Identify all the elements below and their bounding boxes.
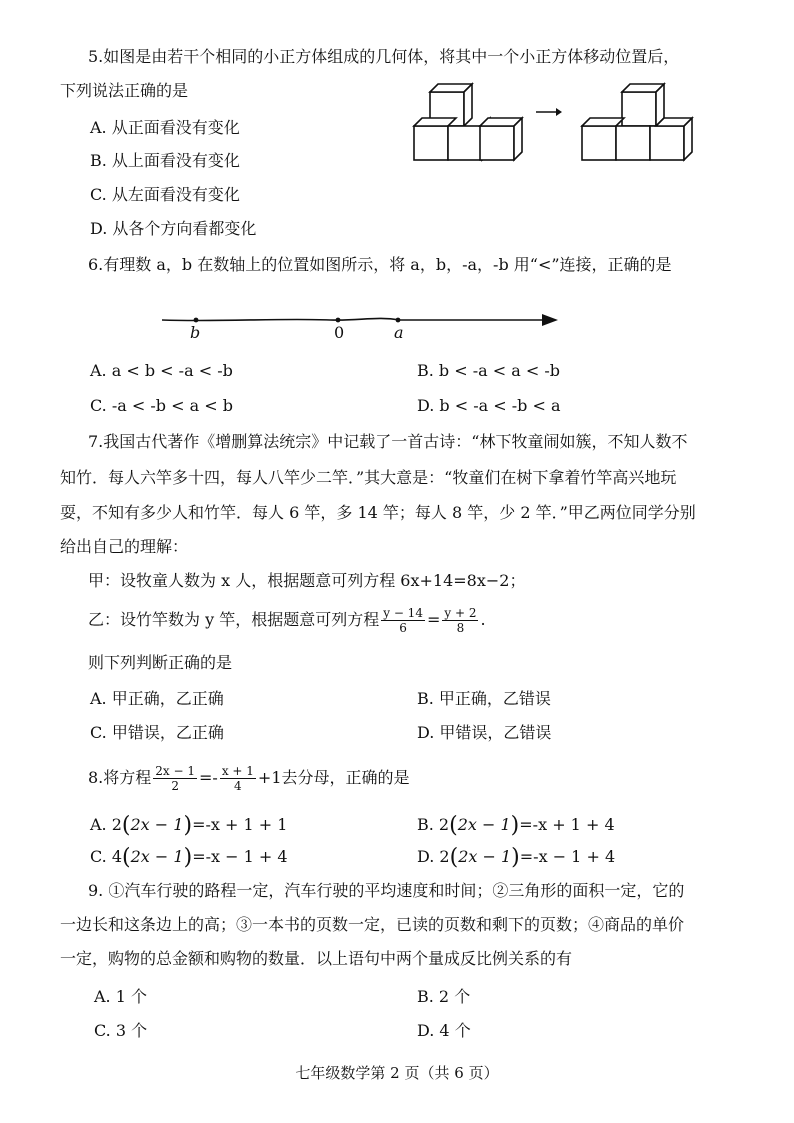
q8-option-b-rest: =-x + 1 + 4	[519, 815, 615, 834]
axis-label-a: a	[394, 323, 404, 342]
q9-option-d: D. 4 个	[417, 1021, 471, 1040]
q8-frac1-num: 2x − 1	[155, 764, 196, 778]
q5-option-a: A. 从正面看没有变化	[90, 118, 240, 137]
q8-frac2-den: 4	[234, 779, 242, 793]
q8-option-b	[417, 814, 615, 837]
paren-left: (	[122, 845, 131, 870]
q8-option-d-inner: 2x − 1	[458, 847, 512, 866]
q7-yi-fraction-1	[381, 606, 425, 635]
q7-yi-end: .	[480, 610, 486, 629]
q7-line4: 给出自己的理解：	[60, 537, 189, 556]
paren-right: )	[510, 813, 520, 838]
q8-option-d	[417, 846, 615, 869]
q8-stem	[88, 764, 410, 793]
q7-option-c: C. 甲错误，乙正确	[90, 723, 224, 742]
axis-label-b: b	[190, 323, 201, 342]
cube-figure-before	[410, 82, 530, 167]
cube-figure-after	[578, 82, 708, 167]
q7-option-d: D. 甲错误，乙错误	[417, 723, 552, 742]
paren-left: (	[121, 813, 131, 838]
paren-left: (	[449, 813, 458, 838]
q8-option-c-inner: 2x − 1	[130, 847, 184, 866]
q8-frac1-den: 2	[171, 779, 179, 793]
q7-jia: 甲：设牧童人数为 x 人，根据题意可列方程 6x+14=8x−2；	[88, 571, 526, 590]
paren-right: )	[511, 845, 520, 870]
q7-line3: 耍，不知有多少人和竹竿．每人 6 竿，多 14 竿；每人 8 竿，少 2 竿．”甲乙两位同学分别	[60, 503, 696, 522]
q5-option-b: B. 从上面看没有变化	[90, 151, 240, 170]
q7-line2: 知竹．每人六竿多十四，每人八竿少二竿．”其大意是：“牧童们在树下拿着竹竿高兴地玩	[60, 468, 677, 487]
q6-option-c: C. -a < -b < a < b	[90, 396, 233, 415]
q5-stem-line1: 5.如图是由若干个相同的小正方体组成的几何体，将其中一个小正方体移动位置后，	[88, 47, 680, 66]
q5-stem-line2: 下列说法正确的是	[60, 81, 189, 100]
paren-left: (	[449, 845, 459, 870]
q8-option-a-label: A. 2	[90, 815, 122, 834]
q9-line2: 一边长和这条边上的高；③一本书的页数一定，已读的页数和剩下的页数；④商品的单价	[60, 915, 685, 934]
q7-yi	[88, 606, 486, 635]
q6-option-a: A. a < b < -a < -b	[90, 361, 233, 380]
q8-option-c	[90, 846, 288, 869]
q8-fraction-2	[220, 764, 256, 793]
q7-yi-frac1-num: y − 14	[383, 606, 423, 620]
paren-right: )	[183, 813, 193, 838]
q9-line3: 一定，购物的总金额和购物的数量．以上语句中两个量成反比例关系的有	[60, 949, 573, 968]
page-footer: 七年级数学第 2 页（共 6 页）	[295, 1064, 499, 1082]
q8-option-c-rest: =-x − 1 + 4	[192, 847, 288, 866]
q8-option-b-inner: 2x − 1	[457, 815, 511, 834]
q7-judge: 则下列判断正确的是	[88, 653, 233, 672]
q6-option-b: B. b < -a < a < -b	[417, 361, 561, 380]
q7-yi-fraction-2	[442, 606, 478, 635]
q5-option-c: C. 从左面看没有变化	[90, 185, 240, 204]
q8-option-a	[90, 814, 287, 837]
paren-right: )	[183, 845, 193, 870]
q8-fraction-1	[153, 764, 197, 793]
q5-option-d: D. 从各个方向看都变化	[90, 219, 257, 238]
q7-line1: 7.我国古代著作《增删算法统宗》中记载了一首古诗：“林下牧童闹如簇，不知人数不	[88, 432, 688, 451]
q8-option-a-inner: 2x − 1	[130, 815, 184, 834]
q8-option-d-rest: =-x − 1 + 4	[519, 847, 616, 866]
q6-stem: 6.有理数 a，b 在数轴上的位置如图所示，将 a，b，-a，-b 用“<”连接，正确的是	[88, 255, 672, 274]
q9-option-c: C. 3 个	[94, 1021, 148, 1040]
q8-mid: =-	[199, 768, 218, 787]
q8-option-b-label: B. 2	[417, 815, 450, 834]
q7-yi-frac2-den: 8	[456, 621, 465, 635]
arrow-icon	[536, 106, 562, 118]
q8-suffix: +1去分母，正确的是	[257, 768, 410, 787]
q7-yi-eq: =	[426, 610, 441, 629]
q9-option-b: B. 2 个	[417, 987, 471, 1006]
number-line	[160, 308, 560, 344]
q8-option-d-label: D. 2	[417, 847, 450, 866]
q8-frac2-num: x + 1	[221, 764, 254, 778]
q7-yi-frac1-den: 6	[399, 621, 407, 635]
q7-yi-prefix: 乙：设竹竿数为 y 竿，根据题意可列方程	[88, 610, 380, 629]
q8-option-a-rest: =-x + 1 + 1	[192, 815, 288, 834]
q6-option-d: D. b < -a < -b < a	[417, 396, 561, 415]
q8-option-c-label: C. 4	[90, 847, 123, 866]
q9-option-a: A. 1 个	[94, 987, 147, 1006]
q9-line1: 9. ①汽车行驶的路程一定，汽车行驶的平均速度和时间；②三角形的面积一定，它的	[88, 881, 685, 900]
q7-yi-frac2-num: y + 2	[444, 606, 477, 620]
q8-prefix: 8.将方程	[88, 768, 152, 787]
q7-option-a: A. 甲正确，乙正确	[90, 689, 224, 708]
q7-option-b: B. 甲正确，乙错误	[417, 689, 551, 708]
axis-label-0: 0	[334, 323, 345, 342]
